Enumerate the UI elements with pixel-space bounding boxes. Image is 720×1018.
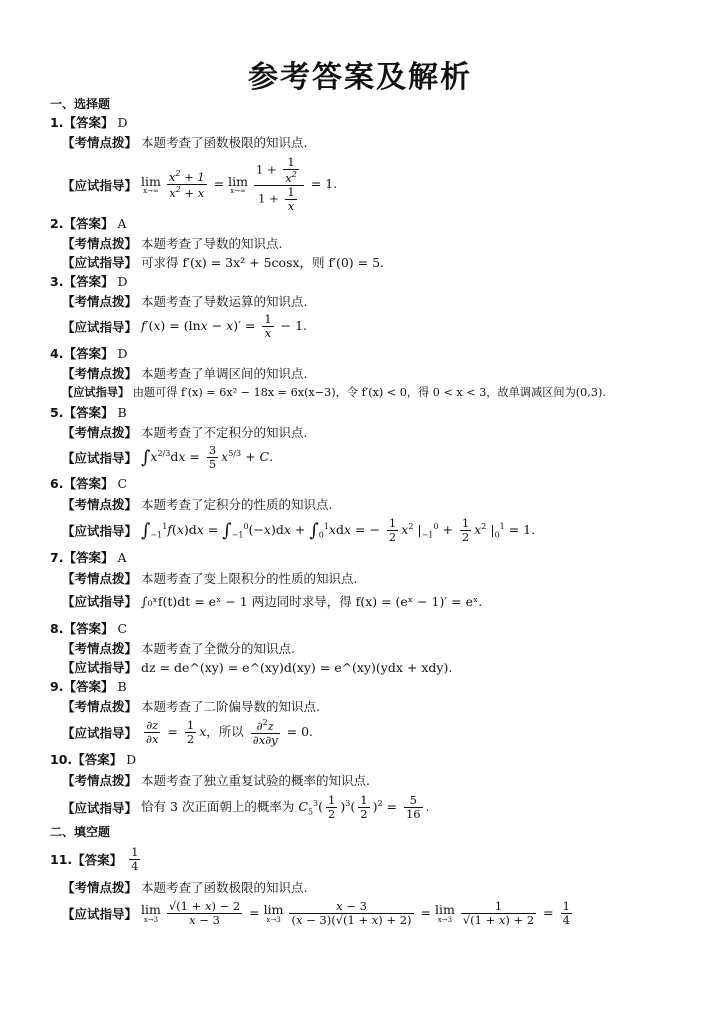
q5-yingshi-line [62,444,273,471]
q4-kaoqing-line [62,364,307,382]
q11-answer: $\frac{1}{4}$ [131,845,139,874]
kaoqing-label: 【考情点拨】 [62,236,138,251]
q8-yingshi: dz = de^(xy) = e^(xy)d(xy) = e^(xy)(ydx + xdy). [141,660,453,675]
q7-kaoqing: 本题考查了变上限积分的性质的知识点. [141,571,358,586]
answer-label: 【答案】 [63,679,114,694]
section-heading-multiple-choice: 一、选择题 [50,97,111,111]
q9-kaoqing: 本题考查了二阶偏导数的知识点. [141,699,320,714]
q6-number: 6. [50,476,64,491]
q1-answer: D [117,115,128,130]
yingshi-label: 【应试指导】 [62,255,138,270]
kaoqing-label: 【考情点拨】 [62,571,138,586]
q9-formula: $\frac{\partial z}{\partial x}$ = $\frac{1}{2}$ x，所以 $\frac{\partial^2z}{\partial x\partial y}$ = 0. [146,717,314,748]
answer-label: 【答案】 [63,274,114,289]
q7-number: 7. [50,550,64,565]
q7-yingshi: ∫₀ˣf(t)dt = eˣ − 1 两边同时求导，得 f(x) = (eˣ − 1)′ = eˣ. [141,594,483,609]
yingshi-label: 【应试指导】 [62,386,130,399]
q3-answer: D [117,274,128,289]
q5-answer-line [50,403,127,421]
q6-yingshi-line [62,517,535,544]
q2-answer: A [117,216,127,231]
q4-number: 4. [50,346,64,361]
q11-formula: lim x→3 $\frac{√(1 + x) - 2}{x - 3}$ = lim x→3 $\frac{x - 3}{(x - 3)(√(1 + x) + 2)}$ = lim x→3 $\frac{1}{√(1 + x) + 2}$ = $\frac{1}{4}$ [141,899,570,928]
q1-answer-line [50,113,127,131]
q7-kaoqing-line [62,569,357,587]
kaoqing-label: 【考情点拨】 [62,699,138,714]
q8-kaoqing-line [62,639,295,657]
kaoqing-label: 【考情点拨】 [62,497,138,512]
q8-kaoqing: 本题考查了全微分的知识点. [141,641,295,656]
q9-answer: B [117,679,127,694]
q7-yingshi-line [62,592,482,610]
q1-yingshi-line [62,156,337,214]
q4-kaoqing: 本题考查了单调区间的知识点. [141,366,308,381]
yingshi-label: 【应试指导】 [62,594,138,609]
section-heading-fill-in: 二、填空题 [50,825,111,839]
q10-formula: 恰有 3 次正面朝上的概率为 $C_5^3$( $\frac{1}{2}$ )$^3$( $\frac{1}{2}$ )$^2$ = $\frac{5}{16}$ . [141,793,430,822]
kaoqing-label: 【考情点拨】 [62,773,138,788]
q1-formula: lim x→∞ $\frac{x^2 + 1}{x^2 + x}$ = lim x→∞ 1 + $\frac{1}{x^2}$ 1 + $\frac{1}{x}$ = 1. [141,155,338,214]
q9-number: 9. [50,679,64,694]
q5-kaoqing-line [62,423,307,441]
kaoqing-label: 【考情点拨】 [62,641,138,656]
q11-yingshi-line [62,900,575,927]
answer-label: 【答案】 [72,852,123,868]
answer-label: 【答案】 [63,405,114,420]
answer-label: 【答案】 [72,752,123,767]
q10-kaoqing-line [62,771,370,789]
q6-answer-line [50,474,127,492]
answer-label: 【答案】 [63,621,114,636]
q8-answer-line [50,619,127,637]
q8-number: 8. [50,621,64,636]
q5-answer: B [117,405,127,420]
q2-yingshi-line [62,253,384,271]
q4-yingshi: 由题可得 f′(x) = 6x² − 18x = 6x(x−3)，令 f′(x) < 0，得 0 < x < 3，故单调减区间为(0,3). [132,386,606,399]
q6-formula: $\int_{-1}^1f(x)dx = \int_{-1}^0(-x)dx + \int_0^1xdx$ = − $\frac{1}{2}$ $x^2$ $|_{-1}^0$ + $\frac{1}{2}$ $x^2$ $|_0^1 = 1$. [141,516,536,545]
q2-answer-line [50,214,126,232]
q11-number: 11. [50,852,73,868]
kaoqing-label: 【考情点拨】 [62,880,138,895]
q10-yingshi-line [62,794,430,821]
q2-yingshi: 可求得 f′(x) = 3x² + 5cosx，则 f′(0) = 5. [141,255,385,270]
answer-label: 【答案】 [63,115,114,130]
q11-kaoqing-line [62,878,307,896]
kaoqing-label: 【考情点拨】 [62,366,138,381]
q11-answer-line [50,846,143,873]
q1-number: 1. [50,115,64,130]
q7-answer-line [50,548,126,566]
page-title: 参考答案及解析 [248,60,472,95]
q2-kaoqing: 本题考查了导数的知识点. [141,236,283,251]
yingshi-label: 【应试指导】 [62,450,138,466]
kaoqing-label: 【考情点拨】 [62,425,138,440]
q9-kaoqing-line [62,697,320,715]
q1-kaoqing: 本题考查了函数极限的知识点. [141,135,308,150]
q9-yingshi-line [62,718,313,747]
yingshi-label: 【应试指导】 [62,906,138,922]
yingshi-label: 【应试指导】 [62,523,138,539]
q7-answer: A [117,550,127,565]
q2-kaoqing-line [62,234,282,252]
yingshi-label: 【应试指导】 [62,725,138,741]
q3-yingshi-line [62,313,307,340]
q3-kaoqing: 本题考查了导数运算的知识点. [141,294,308,309]
yingshi-label: 【应试指导】 [62,319,138,335]
q3-number: 3. [50,274,64,289]
q5-number: 5. [50,405,64,420]
answer-label: 【答案】 [63,346,114,361]
q6-kaoqing: 本题考查了定积分的性质的知识点. [141,497,333,512]
yingshi-label: 【应试指导】 [62,177,138,193]
q10-kaoqing: 本题考查了独立重复试验的概率的知识点. [141,773,370,788]
q10-number: 10. [50,752,73,767]
answer-label: 【答案】 [63,476,114,491]
q8-answer: C [117,621,128,636]
q4-yingshi-line [62,384,606,400]
answer-label: 【答案】 [63,550,114,565]
q9-answer-line [50,677,127,695]
kaoqing-label: 【考情点拨】 [62,135,138,150]
q11-kaoqing: 本题考查了函数极限的知识点. [141,880,308,895]
yingshi-label: 【应试指导】 [62,660,138,675]
q2-number: 2. [50,216,64,231]
q10-answer: D [126,752,137,767]
yingshi-label: 【应试指导】 [62,800,138,816]
q6-kaoqing-line [62,495,332,513]
q10-answer-line [50,750,136,768]
kaoqing-label: 【考情点拨】 [62,294,138,309]
q4-answer-line [50,344,127,362]
q8-yingshi-line [62,658,452,676]
q3-answer-line [50,272,127,290]
q5-formula: $\int x^{2/3}dx$ = $\frac{3}{5}$ $x^{5/3} + C$. [141,443,274,472]
q1-kaoqing-line [62,133,307,151]
answer-label: 【答案】 [63,216,114,231]
q3-formula: f′(x) = (lnx − x)′ = $\frac{1}{x}$ − 1. [141,312,308,341]
q6-answer: C [117,476,128,491]
q4-answer: D [117,346,128,361]
q5-kaoqing: 本题考查了不定积分的知识点. [141,425,308,440]
q3-kaoqing-line [62,292,307,310]
